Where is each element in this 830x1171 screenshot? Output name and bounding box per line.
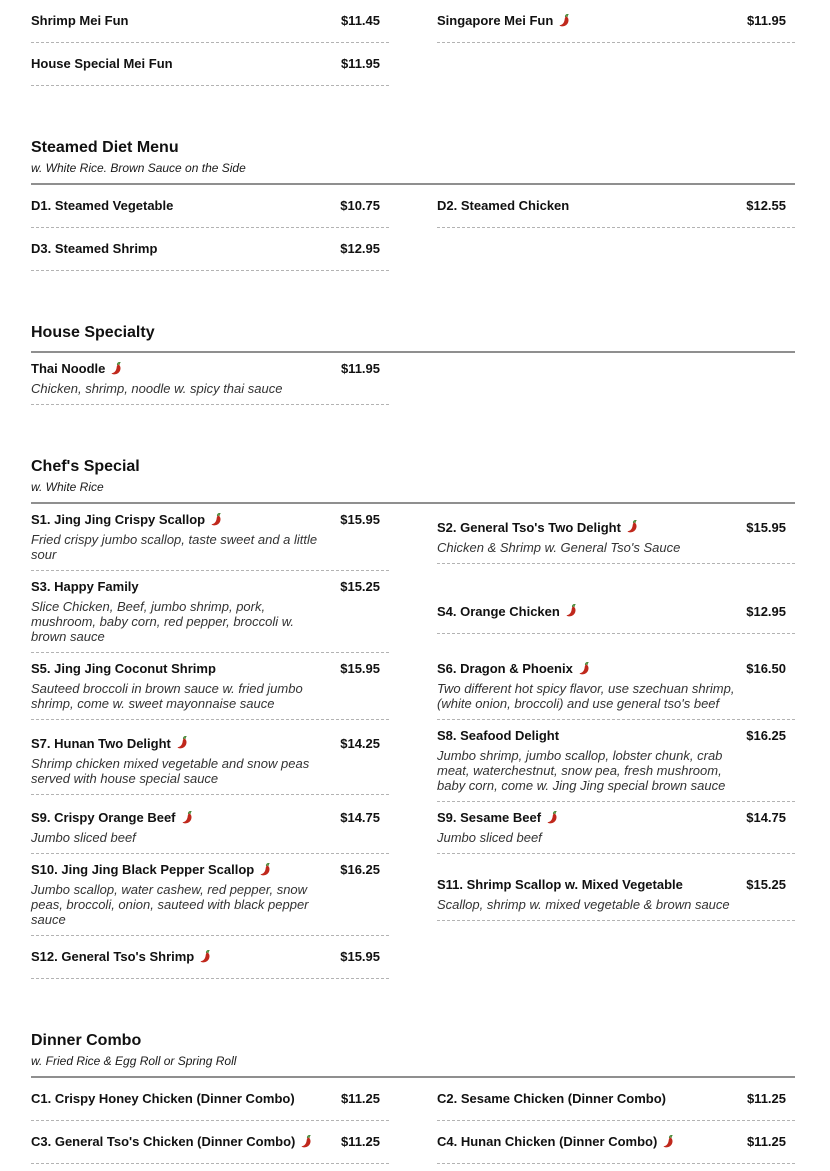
menu-item[interactable] xyxy=(437,512,795,564)
menu-cell xyxy=(31,936,389,979)
item-name: S11. Shrimp Scallop w. Mixed Vegetable xyxy=(437,877,683,892)
menu-item[interactable] xyxy=(31,353,389,405)
chili-pepper-icon xyxy=(566,604,577,617)
menu-item[interactable] xyxy=(31,854,389,936)
item-price: $11.25 xyxy=(340,1134,380,1149)
menu-item[interactable] xyxy=(31,653,389,720)
menu-item-head xyxy=(437,661,795,677)
section-chefs-special xyxy=(31,457,795,979)
item-name: Shrimp Mei Fun xyxy=(31,13,129,28)
menu-item-head xyxy=(437,1091,795,1107)
menu-item-head xyxy=(31,512,389,528)
chili-pepper-icon xyxy=(547,811,558,824)
menu-grid xyxy=(31,185,795,271)
item-price: $15.95 xyxy=(340,661,380,676)
item-name: House Special Mei Fun xyxy=(31,56,173,71)
item-price: $15.95 xyxy=(340,949,380,964)
menu-cell xyxy=(437,1121,795,1164)
menu-cell xyxy=(437,720,795,802)
item-name: S9. Sesame Beef xyxy=(437,810,542,825)
menu-cell xyxy=(31,185,389,228)
section-mei-fun-continued xyxy=(31,0,795,86)
menu-item-head xyxy=(437,520,795,536)
item-price: $11.95 xyxy=(340,56,380,71)
item-description: Slice Chicken, Beef, jumbo shrimp, pork, mushroom, baby corn, red pepper, broccoli w. brown sauce xyxy=(31,599,295,644)
menu-cell xyxy=(31,802,389,854)
empty-cell xyxy=(437,353,795,405)
chili-pepper-icon xyxy=(260,863,271,876)
menu-item-head xyxy=(437,877,795,893)
chili-pepper-icon xyxy=(177,736,188,749)
menu-item[interactable] xyxy=(31,0,389,43)
menu-item-head xyxy=(437,810,795,826)
menu-item[interactable] xyxy=(31,728,389,795)
menu-item[interactable] xyxy=(31,936,389,979)
menu-item[interactable] xyxy=(437,720,795,802)
menu-cell xyxy=(437,185,795,228)
menu-cell xyxy=(437,653,795,720)
section-dinner-combo xyxy=(31,1031,795,1164)
item-description: Two different hot spicy flavor, use szechuan shrimp, (white onion, broccoli) and use general tso's beef xyxy=(437,681,735,711)
item-price: $12.95 xyxy=(746,603,786,619)
menu-item-head xyxy=(437,728,795,744)
item-price: $15.25 xyxy=(746,877,786,892)
menu-cell xyxy=(31,653,389,720)
menu-item[interactable] xyxy=(31,504,389,571)
menu-cell xyxy=(31,854,389,936)
section-subtitle: w. White Rice. Brown Sauce on the Side xyxy=(31,161,246,175)
menu-cell xyxy=(437,1078,795,1121)
item-name: S9. Crispy Orange Beef xyxy=(31,810,176,825)
section-title: House Specialty xyxy=(31,324,155,341)
menu-item[interactable] xyxy=(31,1078,389,1121)
menu-cell xyxy=(437,571,795,653)
menu-cell xyxy=(437,0,795,43)
item-price: $11.95 xyxy=(340,361,380,376)
item-price: $11.45 xyxy=(340,13,380,28)
item-description: Scallop, shrimp w. mixed vegetable & brown sauce xyxy=(437,897,730,912)
chili-pepper-icon xyxy=(182,811,193,824)
empty-cell xyxy=(437,936,795,979)
menu-item-head xyxy=(437,604,795,620)
menu-cell xyxy=(437,504,795,571)
menu-item[interactable] xyxy=(437,653,795,720)
item-name: S4. Orange Chicken xyxy=(437,603,560,619)
menu-item[interactable] xyxy=(31,185,389,228)
menu-item-head xyxy=(31,949,389,965)
menu-grid xyxy=(31,0,795,86)
menu-item[interactable] xyxy=(437,0,795,43)
item-price: $14.75 xyxy=(746,810,786,825)
menu-cell xyxy=(31,1078,389,1121)
item-price: $16.50 xyxy=(746,661,786,676)
item-name: S8. Seafood Delight xyxy=(437,728,560,743)
item-price: $15.95 xyxy=(746,519,786,535)
menu-item-head xyxy=(31,241,389,257)
chili-pepper-icon xyxy=(627,520,638,533)
item-description: Shrimp chicken mixed vegetable and snow peas served with house special sauce xyxy=(31,755,310,786)
menu-item-head xyxy=(437,198,795,214)
item-name: S3. Happy Family xyxy=(31,579,139,594)
menu-item-head xyxy=(31,810,389,826)
menu-cell xyxy=(31,353,389,405)
item-description: Jumbo sliced beef xyxy=(31,830,136,845)
section-subtitle: w. Fried Rice & Egg Roll or Spring Roll xyxy=(31,1054,237,1068)
item-name: S7. Hunan Two Delight xyxy=(31,735,171,751)
menu-item-head xyxy=(31,661,389,677)
item-name: C3. General Tso's Chicken (Dinner Combo) xyxy=(31,1134,296,1149)
menu-item[interactable] xyxy=(31,1121,389,1164)
section-steamed-diet-menu xyxy=(31,138,795,271)
item-name: D2. Steamed Chicken xyxy=(437,198,570,213)
item-name: S1. Jing Jing Crispy Scallop xyxy=(31,512,206,527)
menu-item-head xyxy=(437,13,795,29)
section-title: Dinner Combo xyxy=(31,1032,142,1049)
item-price: $12.95 xyxy=(340,241,380,256)
item-name: C2. Sesame Chicken (Dinner Combo) xyxy=(437,1091,666,1106)
chili-pepper-icon xyxy=(579,662,590,675)
empty-cell xyxy=(437,43,795,86)
item-description: Fried crispy jumbo scallop, taste sweet and a little sour xyxy=(31,532,318,562)
menu-item-head xyxy=(31,579,389,595)
section-title: Chef's Special xyxy=(31,458,140,475)
chili-pepper-icon xyxy=(301,1135,312,1148)
menu-item-head xyxy=(31,13,389,29)
item-price: $12.55 xyxy=(746,198,786,213)
item-price: $14.25 xyxy=(340,735,380,751)
item-price: $11.25 xyxy=(340,1091,380,1106)
menu-cell xyxy=(31,0,389,43)
menu-item[interactable] xyxy=(437,591,795,634)
item-name: S2. General Tso's Two Delight xyxy=(437,519,621,535)
item-description: Jumbo scallop, water cashew, red pepper, snow peas, broccoli, onion, sauteed with black pepper sauce xyxy=(31,882,309,927)
menu-item-head xyxy=(437,1134,795,1150)
menu-cell xyxy=(437,854,795,936)
menu-item[interactable] xyxy=(437,802,795,854)
menu-item-head xyxy=(31,1091,389,1107)
menu-item-head xyxy=(31,736,389,752)
item-name: S6. Dragon & Phoenix xyxy=(437,661,573,676)
item-name: C4. Hunan Chicken (Dinner Combo) xyxy=(437,1134,658,1149)
menu-cell xyxy=(31,43,389,86)
menu-item-head xyxy=(31,361,389,377)
item-name: Singapore Mei Fun xyxy=(437,13,554,28)
menu-item[interactable] xyxy=(437,869,795,921)
menu-item-head xyxy=(31,198,389,214)
item-price: $10.75 xyxy=(340,198,380,213)
menu-grid xyxy=(31,504,795,979)
item-name: S12. General Tso's Shrimp xyxy=(31,949,195,964)
menu-cell xyxy=(31,228,389,271)
item-description: Jumbo shrimp, jumbo scallop, lobster chunk, crab meat, waterchestnut, snow pea, fresh mushroom, baby corn, come w. Jing Jing special brown sauce xyxy=(437,748,726,793)
item-price: $11.95 xyxy=(746,13,786,28)
section-subtitle: w. White Rice xyxy=(31,480,104,494)
item-price: $16.25 xyxy=(746,728,786,743)
menu-item[interactable] xyxy=(31,43,389,86)
menu-item[interactable] xyxy=(31,802,389,854)
chili-pepper-icon xyxy=(200,950,211,963)
item-description: Jumbo sliced beef xyxy=(437,830,542,845)
item-price: $14.75 xyxy=(340,810,380,825)
menu-cell xyxy=(31,1121,389,1164)
item-price: $15.95 xyxy=(340,512,380,527)
item-name: S5. Jing Jing Coconut Shrimp xyxy=(31,661,216,676)
section-house-specialty xyxy=(31,323,795,405)
item-price: $11.25 xyxy=(746,1134,786,1149)
item-name: D1. Steamed Vegetable xyxy=(31,198,174,213)
chili-pepper-icon xyxy=(663,1135,674,1148)
item-price: $16.25 xyxy=(340,862,380,877)
menu-cell xyxy=(31,504,389,571)
menu-item[interactable] xyxy=(437,1121,795,1164)
menu-cell xyxy=(31,720,389,802)
menu-item[interactable] xyxy=(437,1078,795,1121)
item-price: $11.25 xyxy=(746,1091,786,1106)
menu-grid xyxy=(31,1078,795,1164)
menu-item[interactable] xyxy=(31,571,389,653)
menu-item-head xyxy=(31,1134,389,1150)
menu-cell xyxy=(31,571,389,653)
item-name: Thai Noodle xyxy=(31,361,106,376)
chili-pepper-icon xyxy=(559,14,570,27)
empty-cell xyxy=(437,228,795,271)
item-description: Sauteed broccoli in brown sauce w. fried jumbo shrimp, come w. sweet mayonnaise sauce xyxy=(31,681,303,711)
item-description: Chicken, shrimp, noodle w. spicy thai sauce xyxy=(31,381,283,396)
item-name: D3. Steamed Shrimp xyxy=(31,241,158,256)
item-name: S10. Jing Jing Black Pepper Scallop xyxy=(31,862,255,877)
chili-pepper-icon xyxy=(211,513,222,526)
menu-item-head xyxy=(31,862,389,878)
chili-pepper-icon xyxy=(111,362,122,375)
section-title: Steamed Diet Menu xyxy=(31,139,179,156)
item-price: $15.25 xyxy=(340,579,380,594)
menu-item-head xyxy=(31,56,389,72)
menu-item[interactable] xyxy=(31,228,389,271)
menu-cell xyxy=(437,802,795,854)
item-description: Chicken & Shrimp w. General Tso's Sauce xyxy=(437,539,681,555)
item-name: C1. Crispy Honey Chicken (Dinner Combo) xyxy=(31,1091,295,1106)
menu-grid xyxy=(31,353,795,405)
menu-item[interactable] xyxy=(437,185,795,228)
